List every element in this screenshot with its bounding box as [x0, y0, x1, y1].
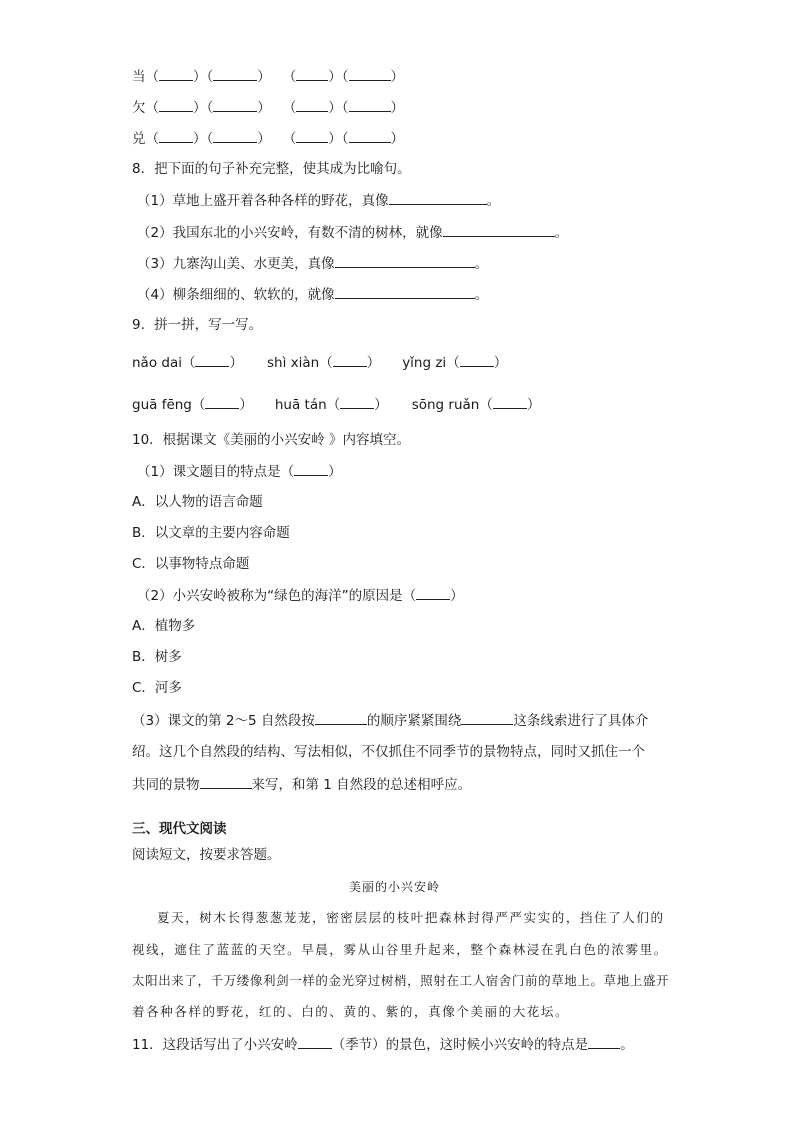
answer-blank[interactable] [493, 394, 527, 409]
q8-item: （2）我国东北的小兴安岭，有数不清的树林，就像 。 [137, 222, 568, 243]
answer-blank[interactable] [461, 710, 513, 725]
option[interactable]: C．以事物特点命题 [132, 556, 250, 572]
answer-blank[interactable] [159, 128, 193, 143]
answer-blank[interactable] [335, 253, 475, 268]
q10-sub2: （2）小兴安岭被称为“绿色的海洋”的原因是（ ） [137, 585, 464, 606]
answer-blank[interactable] [159, 97, 193, 112]
passage-title: 美丽的小兴安岭 [349, 880, 441, 894]
answer-blank[interactable] [200, 774, 252, 789]
answer-blank[interactable] [296, 128, 328, 143]
polyphone-char: 当 [132, 69, 146, 85]
answer-blank[interactable] [349, 128, 391, 143]
section-heading: 三、现代文阅读 [132, 821, 227, 837]
option[interactable]: B．树多 [132, 649, 182, 665]
question-8-title: 8．把下面的句子补充完整，使其成为比喻句。 [132, 161, 411, 177]
answer-blank[interactable] [213, 66, 257, 81]
answer-blank[interactable] [315, 710, 367, 725]
question-11: 11．这段话写出了小兴安岭 （季节）的景色，这时候小兴安岭的特点是 。 [132, 1034, 634, 1055]
polyphone-char: 欠 [132, 100, 146, 116]
polyphone-char: 兑 [132, 131, 146, 147]
q9-row: guā fēng（ ） huā tán（ ） sōng ruǎn（ ） [132, 394, 540, 415]
section-instruction: 阅读短文，按要求答题。 [132, 847, 281, 863]
q10-sub3-line3: 共同的景物 来写，和第 1 自然段的总述相呼应。 [132, 774, 471, 795]
answer-blank[interactable] [213, 97, 257, 112]
option[interactable]: C．河多 [132, 680, 182, 696]
polyphone-row: 当（ ）（ ） （ ）（ ） [132, 66, 404, 87]
answer-blank[interactable] [389, 190, 487, 205]
answer-blank[interactable] [588, 1034, 620, 1049]
q9-row: nǎo dai（ ） shì xiàn（ ） yǐng zi（ ） [132, 352, 507, 373]
q10-sub3-line1: （3）课文的第 2～5 自然段按 的顺序紧紧围绕 这条线索进行了具体介 [132, 710, 648, 731]
pinyin: sōng ruǎn [411, 397, 480, 413]
answer-blank[interactable] [460, 352, 494, 367]
polyphone-row: 欠（ ）（ ） （ ）（ ） [132, 97, 404, 118]
q8-item: （4）柳条细细的、软软的，就像 。 [137, 284, 488, 305]
answer-blank[interactable] [213, 128, 257, 143]
option[interactable]: A．以人物的语言命题 [132, 494, 263, 510]
option[interactable]: A．植物多 [132, 618, 196, 634]
pinyin: nǎo dai [132, 355, 182, 371]
q10-sub1: （1）课文题目的特点是（ ） [137, 461, 342, 482]
pinyin: yǐng zi [402, 355, 447, 371]
polyphone-row: 兑（ ）（ ） （ ）（ ） [132, 128, 404, 149]
answer-blank[interactable] [443, 222, 555, 237]
answer-blank[interactable] [333, 352, 367, 367]
answer-blank[interactable] [296, 97, 328, 112]
q8-item: （1）草地上盛开着各种各样的野花，真像 。 [137, 190, 500, 211]
answer-blank[interactable] [349, 66, 391, 81]
question-9-title: 9．拼一拼，写一写。 [132, 317, 263, 333]
pinyin: huā tán [274, 397, 327, 413]
question-10-title: 10．根据课文《美丽的小兴安岭 》内容填空。 [132, 432, 410, 448]
answer-blank[interactable] [296, 66, 328, 81]
q10-sub3-line2: 绍。这几个自然段的结构、写法相似，不仅抓住不同季节的景物特点，同时又抓住一个 [132, 744, 645, 760]
passage-line: 着各种各样的野花，红的、白的、黄的、紫的，真像个美丽的大花坛。 [132, 1004, 570, 1019]
passage-line: 视线，遮住了蓝蓝的天空。早晨，雾从山谷里升起来，整个森林浸在乳白色的浓雾里。 [132, 942, 668, 957]
answer-blank[interactable] [340, 394, 374, 409]
pinyin: guā fēng [132, 397, 192, 413]
answer-blank[interactable] [294, 461, 328, 476]
answer-blank[interactable] [335, 284, 475, 299]
answer-blank[interactable] [416, 585, 450, 600]
answer-blank[interactable] [205, 394, 239, 409]
answer-blank[interactable] [349, 97, 391, 112]
passage-line: 太阳出来了，千万缕像利剑一样的金光穿过树梢，照射在工人宿舍门前的草地上。草地上盛开 [132, 973, 670, 988]
pinyin: shì xiàn [266, 355, 320, 371]
option[interactable]: B．以文章的主要内容命题 [132, 525, 290, 541]
answer-blank[interactable] [195, 352, 229, 367]
passage-line: 夏天，树木长得葱葱茏茏，密密层层的枝叶把森林封得严严实实的，挡住了人们的 [157, 910, 665, 925]
answer-blank[interactable] [298, 1034, 332, 1049]
answer-blank[interactable] [159, 66, 193, 81]
q8-item: （3）九寨沟山美、水更美，真像 。 [137, 253, 488, 274]
